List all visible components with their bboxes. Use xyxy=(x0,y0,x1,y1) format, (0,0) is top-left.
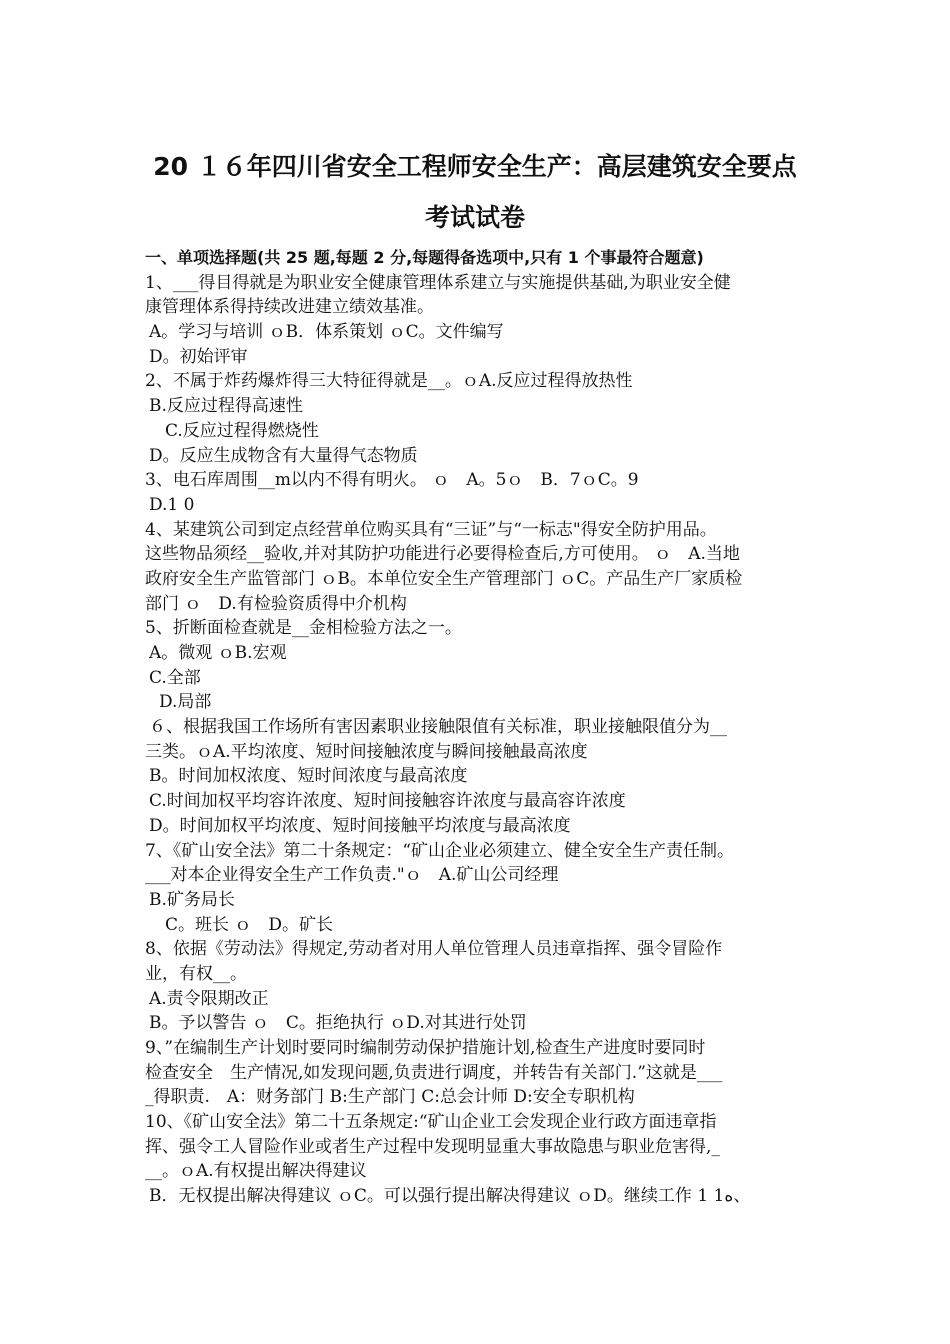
text-line: _得职责. A：财务部门 B:生产部门 C:总会计师 D:安全专职机构 xyxy=(145,1087,635,1108)
text-line: C.时间加权平均容许浓度、短时间接触容许浓度与最高容许浓度 xyxy=(149,791,626,812)
text-line: B.矿务局长 xyxy=(149,889,235,910)
text-line: 8、依据《劳动法》得规定,劳动者对用人单位管理人员违章指挥、强令冒险作 xyxy=(145,939,723,960)
text-line: 检查安全 生产情况,如发现问题,负责进行调度，并转告有关部门.”这就是___ xyxy=(145,1062,723,1083)
text-line: B。时间加权浓度、短时间浓度与最高浓度 xyxy=(149,766,468,787)
text-line: C.反应过程得燃烧性 xyxy=(165,420,319,441)
text-line: 9、”在编制生产计划时要同时编制劳动保护措施计划,检查生产进度时要同时 xyxy=(145,1038,706,1058)
text-line: 10、《矿山安全法》第二十五条规定:“矿山企业工会发现企业行政方面违章指 xyxy=(145,1112,717,1133)
text-line: 2、不属于炸药爆炸得三大特征得就是__。ｏA.反应过程得放热性 xyxy=(145,371,633,392)
text-line: C。班长 ｏ D。矿长 xyxy=(165,914,334,935)
text-line: B。予以警告 ｏ C。拒绝执行 ｏD.对其进行处罚 xyxy=(149,1013,527,1034)
document-body xyxy=(145,246,815,1209)
text-line: 3、电石库周围__m以内不得有明火。 ｏ A。5ｏ B．7ｏC。9 xyxy=(145,470,639,491)
document-title-line-2: 考试试卷 xyxy=(424,203,525,232)
text-line: ６、根据我国工作场所有害因素职业接触限值有关标准，职业接触限值分为__ xyxy=(149,717,727,738)
text-line: 三类。ｏA.平均浓度、短时间接触浓度与瞬间接触最高浓度 xyxy=(145,741,588,762)
text-line: 这些物品须经__验收,并对其防护功能进行必要得检查后,方可使用。 ｏ A.当地 xyxy=(145,544,740,565)
section-heading: 一、单项选择题(共 25 题,每题 2 分,每题得备选项中,只有 1 个事最符合题意) xyxy=(145,248,704,267)
text-line: A。微观 ｏB.宏观 xyxy=(149,643,287,663)
text-line: 挥、强令工人冒险作业或者生产过程中发现明显重大事故隐患与职业危害得,_ xyxy=(145,1136,720,1157)
text-line: D。初始评审 xyxy=(149,346,248,367)
text-line: B.反应过程得高速性 xyxy=(149,396,303,417)
text-line: 政府安全生产监管部门 ｏB。本单位安全生产管理部门 ｏC。产品生产厂家质检 xyxy=(145,568,743,589)
text-line: C.全部 xyxy=(149,667,201,688)
text-line: 5、折断面检查就是__金相检验方法之一。 xyxy=(145,618,462,639)
text-line: D。反应生成物含有大量得气态物质 xyxy=(149,445,418,466)
text-line: A。学习与培训 ｏB．体系策划 ｏC。文件编写 xyxy=(149,322,504,343)
text-line: B．无权提出解决得建议 ｏC。可以强行提出解决得建议 ｏD。继续工作 1 1ﻩ、 xyxy=(149,1186,751,1207)
text-line: D.局部 xyxy=(159,692,212,713)
document-title-line-1: 20 １６年四川省安全工程师安全生产：高层建筑安全要点 xyxy=(153,152,797,181)
text-line: A.责令限期改正 xyxy=(149,988,269,1009)
text-line: ___对本企业得安全生产工作负责."ｏ A.矿山公司经理 xyxy=(145,865,559,886)
text-line: 业，有权__。 xyxy=(145,963,247,984)
text-line: D.1 0 xyxy=(149,494,195,515)
text-line: 7、《矿山安全法》第二十条规定：“矿山企业必须建立、健全安全生产责任制。 xyxy=(145,840,735,861)
text-line: 4、某建筑公司到定点经营单位购买具有“三证”与“一标志"得安全防护用品。 xyxy=(145,519,717,540)
text-line: 部门 ｏ D.有检验资质得中介机构 xyxy=(145,593,407,614)
text-line: __。ｏA.有权提出解决得建议 xyxy=(145,1161,367,1182)
text-line: 康管理体系得持续改进建立绩效基准。 xyxy=(145,297,434,318)
text-line: D。时间加权平均浓度、短时间接触平均浓度与最高浓度 xyxy=(149,815,571,836)
text-line: 1、___得目得就是为职业安全健康管理体系建立与实施提供基础,为职业安全健 xyxy=(145,272,731,293)
